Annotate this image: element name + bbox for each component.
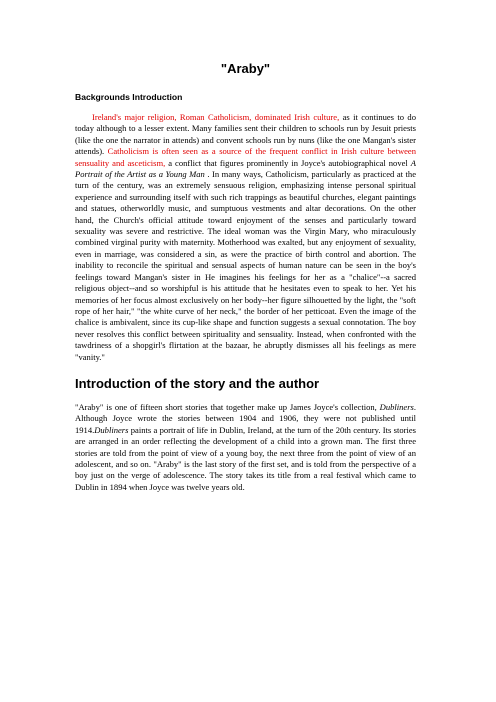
- highlighted-text: Catholicism is often seen as a source of the frequent conflict in Irish culture between sensuality and asceticism,: [75, 146, 416, 168]
- body-text: "Araby" is one of fifteen short stories that together make up James Joyce's collection,: [75, 401, 380, 412]
- book-title: Dubliners: [94, 424, 129, 435]
- book-title: Dubliners: [379, 401, 414, 412]
- document-title: "Araby": [220, 61, 271, 76]
- highlighted-text: Ireland's major religion, Roman Catholicism, dominated Irish culture,: [92, 112, 340, 122]
- section-heading-backgrounds: Backgrounds Introduction: [75, 92, 183, 102]
- body-text: paints a portrait of life in Dublin, Ireland, at the turn of the 20th century. Its stories are arranged in an order reflecting the development of a child into a grown man. The first three stories are told from the point of view of a young boy, the next three from the point of view of an adolescent, and so on. "Araby" is the last story of the first set, and is told from the perspective of a boy just on the verge of adolescence. The story takes its title from a real festival which came to Dublin in 1894 when Joyce was twelve years old.: [75, 424, 416, 492]
- body-text: as it continues to do today although to a lesser extent. Many families sent their children to schools run by Jesuit priests (like the one the narrator in attends) and convent schools run by nuns (like the one Mangan's sister attends).: [75, 112, 416, 157]
- section-heading-introduction: Introduction of the story and the author: [75, 375, 320, 391]
- body-text: . In many ways, Catholicism, particularly as practiced at the turn of the century, was an extremely sensuous religion, emphasizing intense personal spiritual experience and surrounding itself with such rich trappings as beautiful churches, elegant paintings and statues, otherworldly music, and sumptuous vestments and altar decorations. On the other hand, the Church's official attitude toward enjoyment of the senses and particularly toward sexuality was severe and restrictive. The ideal woman was the Virgin Mary, who miraculously combined virginal purity with maternity. Motherhood was exalted, but any enjoyment of sexuality, even in marriage, was considered a sin, as were the practice of birth control and abortion. The inability to reconcile the spiritual and sensual aspects of human nature can be seen in the boy's feelings toward Mangan's sister in He imagines his feelings for her as a "chalice"--a sacred religious object--and so worshipful is his attitude that he hesitates even to speak to her. Yet his memories of her focus almost exclusively on her body--her figure silhouetted by the light, the "soft rope of her hair," "the white curve of her neck," the border of her petticoat. Even the image of the chalice is ambivalent, since its cup-like shape and function suggests a sexual connotation. The boy never resolves this conflict between spirituality and sensuality. Instead, when confronted with the tawdriness of a shopgirl's flirtation at the bazaar, he abruptly dismisses all his feelings as mere "vanity.": [75, 169, 416, 362]
- body-text: . Although Joyce wrote the stories between 1904 and 1906, they were not published until 1914.: [75, 401, 416, 435]
- paragraph-introduction: [75, 402, 416, 493]
- body-text: a conflict that figures prominently in Joyce's autobiographical novel: [165, 157, 411, 168]
- paragraph-backgrounds: [75, 112, 416, 363]
- book-title: A Portrait of the Artist as a Young Man: [75, 157, 416, 180]
